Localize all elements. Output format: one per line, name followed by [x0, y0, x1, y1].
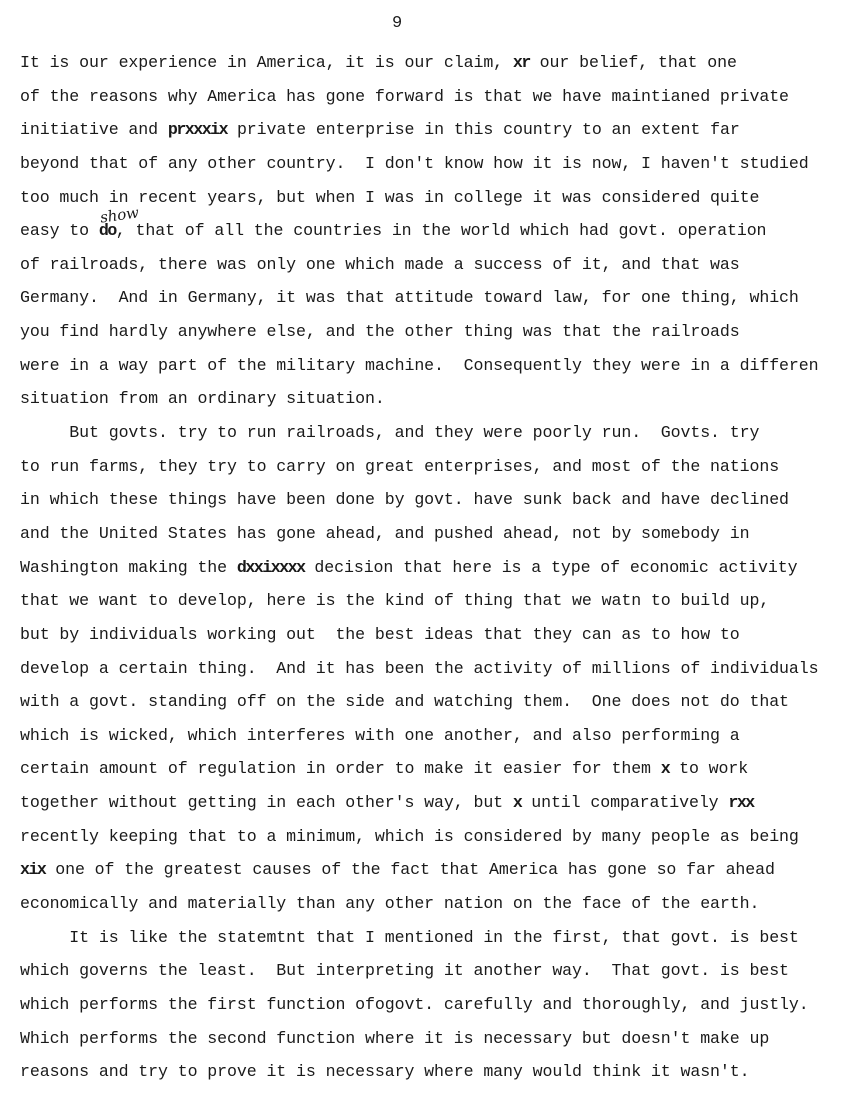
text-segment: which performs the first function ofogovt. carefully and thoroughly, and justly.: [20, 994, 809, 1014]
text-line: [20, 992, 848, 1026]
text-segment: initiative and: [20, 120, 168, 140]
text-segment: until comparatively: [521, 793, 729, 813]
text-segment: situation from an ordinary situation.: [20, 389, 385, 409]
page-number: 9: [392, 14, 403, 33]
text-segment: easy to: [20, 221, 99, 241]
text-segment: together without getting in each other's way, but: [20, 793, 513, 813]
text-line: [20, 756, 848, 790]
text-segment: in which these things have been done by govt. have sunk back and have declined: [20, 490, 789, 510]
text-line: [20, 319, 848, 353]
text-line: [20, 790, 848, 824]
text-segment: and the United States has gone ahead, and pushed ahead, not by somebody in: [20, 523, 750, 543]
text-line: [20, 386, 848, 420]
text-segment: to work: [669, 759, 749, 779]
text-line: [20, 1059, 848, 1093]
text-segment: were in a way part of the military machine. Consequently they were in a differen: [20, 355, 819, 375]
text-line: [20, 1026, 848, 1060]
text-line: [20, 689, 848, 723]
text-line: [20, 723, 848, 757]
text-segment: But govts. try to run railroads, and they were poorly run. Govts. try: [20, 423, 760, 443]
struck-out-text: do: [98, 221, 116, 241]
text-segment: you find hardly anywhere else, and the other thing was that the railroads: [20, 322, 740, 342]
text-line: [20, 925, 848, 959]
text-segment: which governs the least. But interpreting it another way. That govt. is best: [20, 961, 789, 981]
text-line: [20, 958, 848, 992]
text-line: [20, 285, 848, 319]
text-line: [20, 487, 848, 521]
text-line: [20, 185, 848, 219]
struck-out-text: dxxixxxx: [236, 557, 305, 577]
struck-out-text: x: [660, 759, 670, 779]
text-segment: Washington making the: [20, 557, 237, 577]
text-line: [20, 588, 848, 622]
text-segment: too much in recent years, but when I was in college it was considered quite: [20, 187, 760, 207]
text-segment: one of the greatest causes of the fact that America has gone so far ahead: [45, 860, 775, 880]
text-segment: reasons and try to prove it is necessary where many would think it wasn't.: [20, 1062, 750, 1082]
text-segment: of the reasons why America has gone forward is that we have maintianed private: [20, 86, 789, 106]
text-segment: of railroads, there was only one which made a success of it, and that was: [20, 254, 740, 274]
struck-out-text: xr: [512, 53, 530, 72]
text-line: [20, 454, 848, 488]
text-line: [20, 252, 848, 286]
struck-out-text: x: [512, 793, 522, 813]
struck-out-text: xix: [20, 860, 46, 880]
text-segment: with a govt. standing off on the side and watching them. One does not do that: [20, 692, 789, 712]
handwritten-correction: show: [98, 203, 140, 227]
text-segment: Which performs the second function where it is necessary but doesn't make up: [20, 1028, 770, 1048]
text-line: [20, 353, 848, 387]
text-line: [20, 891, 848, 925]
text-line: [20, 420, 848, 454]
text-segment: economically and materially than any other nation on the face of the earth.: [20, 894, 760, 914]
text-segment: certain amount of regulation in order to make it easier for them: [20, 759, 661, 779]
text-segment: recently keeping that to a minimum, which is considered by many people as being: [20, 826, 799, 846]
text-segment: It is our experience in America, it is our claim,: [20, 53, 513, 72]
text-line: [20, 555, 848, 589]
text-line: [20, 117, 848, 151]
text-line: [20, 656, 848, 690]
text-segment: that we want to develop, here is the kind of thing that we watn to build up,: [20, 591, 770, 611]
struck-out-text: rxx: [728, 793, 754, 813]
text-segment: to run farms, they try to carry on great enterprises, and most of the nations: [20, 456, 780, 476]
text-segment: private enterprise in this country to an extent far: [227, 120, 740, 140]
text-line: [20, 521, 848, 555]
text-line: [20, 622, 848, 656]
text-segment: but by individuals working out the best ideas that they can as to how to: [20, 624, 740, 644]
struck-out-text: prxxxix: [167, 120, 228, 140]
text-segment: , that of all the countries in the world which had govt. operation: [115, 221, 767, 241]
text-segment: It is like the statemtnt that I mentioned in the first, that govt. is best: [20, 927, 799, 947]
text-line: [20, 151, 848, 185]
text-segment: beyond that of any other country. I don't know how it is now, I haven't studied: [20, 153, 809, 173]
text-segment: develop a certain thing. And it has been the activity of millions of individuals: [20, 658, 819, 678]
text-line: [20, 84, 848, 118]
typed-body-text: [20, 50, 848, 1093]
text-segment: our belief, that one: [529, 53, 737, 72]
text-line: [20, 50, 848, 84]
text-line: [20, 203, 848, 252]
text-segment: Germany. And in Germany, it was that attitude toward law, for one thing, which: [20, 288, 799, 308]
text-line: [20, 857, 848, 891]
text-segment: decision that here is a type of economic activity: [304, 557, 798, 577]
text-segment: which is wicked, which interferes with one another, and also performing a: [20, 725, 740, 745]
text-line: [20, 824, 848, 858]
